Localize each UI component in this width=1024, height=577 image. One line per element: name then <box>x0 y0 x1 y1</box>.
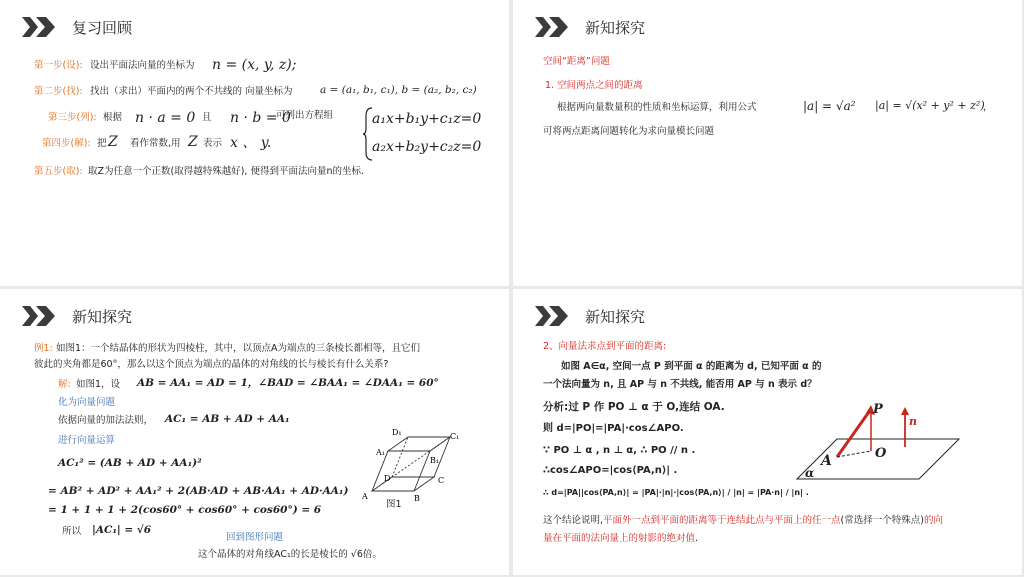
example-text2: 彼此的夹角都是60°，那么以这个顶点为端点的晶体的对角线的长与棱长有什么关系? <box>34 359 389 370</box>
step5-label: 第五步(取): <box>34 166 83 177</box>
step-vector: 化为向量问题 <box>58 397 116 408</box>
step1-formula: n = (x, y, z); <box>212 57 297 73</box>
subtitle: 空间“距离”问题 <box>543 56 610 67</box>
step3-text: 根据 <box>103 112 123 123</box>
figure-caption: 图1 <box>386 499 402 510</box>
analysis1: 分析:过 P 作 PO ⊥ α 于 O,连结 OA. <box>543 401 725 413</box>
step4-z: Z <box>108 134 118 150</box>
slide-distance-intro <box>513 0 1022 286</box>
prism-figure <box>358 429 468 509</box>
slide-header <box>22 16 132 38</box>
conclusion-red3: 量在平面的法向量上的射影的绝对值 <box>543 533 696 544</box>
label-n: n <box>909 415 917 428</box>
formula2: |a| = √(x² + y² + z²) <box>875 99 985 112</box>
analysis4: ∴cos∠APO=|cos⟨PA,n⟩| . <box>543 465 678 476</box>
conclusion-line2 <box>543 533 698 544</box>
problem-line1: 如图 A∈α, 空间一点 P 到平面 α 的距离为 d, 已知平面 α 的 <box>561 361 822 372</box>
text2: 可将两点距离问题转化为求向量模长问题 <box>543 126 715 137</box>
conclusion-red2: 的向 <box>923 515 943 526</box>
vertex-A: A <box>362 492 368 501</box>
example-label: 例1: <box>34 343 53 354</box>
slide-title: 新知探究 <box>585 18 646 37</box>
comma: ， <box>983 102 993 113</box>
slide-header <box>535 305 645 327</box>
vertex-D1: D₁ <box>392 429 402 437</box>
analysis2: 则 d=|PO|=|PA|·cos∠APO. <box>543 423 684 434</box>
step3-label: 第三步(列): <box>48 112 97 123</box>
example-text1: 如图1：一个结晶体的形状为四棱柱，其中，以顶点A为端点的三条棱长都相等，且它们 <box>56 343 421 354</box>
step3-tail: 可列出方程组 <box>276 110 334 121</box>
slide-crystal-example <box>0 289 509 575</box>
step-back: 回到图形问题 <box>226 532 284 543</box>
slide-header <box>22 305 132 327</box>
label-P: P <box>873 402 883 417</box>
vertex-C: C <box>438 476 445 485</box>
solution-text: 如图1，设 <box>76 379 121 390</box>
step4-text-a: 把 <box>97 138 107 149</box>
step4-label: 第四步(解): <box>42 138 91 149</box>
calc1: AC₁² = (AB + AD + AA₁)² <box>58 457 202 469</box>
solution-formula: AB = AA₁ = AD = 1，∠BAD = ∠BAA₁ = ∠DAA₁ = 60° <box>137 377 439 389</box>
slide-title: 新知探究 <box>72 307 133 326</box>
double-chevron-icon <box>22 306 56 326</box>
slide-review <box>0 0 509 286</box>
conclusion-prefix: 这个结论说明, <box>543 515 604 526</box>
system-eq2: a₂x+b₂y+c₂z=0 <box>372 139 482 155</box>
vertex-D: D <box>384 474 391 483</box>
label-O: O <box>875 446 887 461</box>
double-chevron-icon <box>22 17 56 37</box>
step4-z2: Z <box>188 134 198 150</box>
solution-label: 解: <box>58 379 71 390</box>
conclusion-paren: (常选择一个特殊点) <box>840 515 924 526</box>
system-eq1: a₁x+b₁y+c₁z=0 <box>372 111 482 127</box>
double-chevron-icon <box>535 306 569 326</box>
step4-text-c: 表示 <box>203 138 223 149</box>
step-vector-formula: AC₁ = AB + AD + AA₁ <box>165 413 290 425</box>
conclusion-line1 <box>543 515 943 526</box>
formula1: |a| = √a² <box>803 99 856 113</box>
step5-text: 取Z为任意一个正数(取得越特殊越好), 便得到平面法向量n的坐标. <box>88 166 365 177</box>
step-vector-text: 依据向量的加法法则， <box>58 415 154 426</box>
double-chevron-icon <box>535 17 569 37</box>
heading: 2、向量法求点到平面的距离: <box>543 341 667 352</box>
vertex-B1: B₁ <box>430 456 440 465</box>
step3-and: 且 <box>202 112 212 123</box>
vertex-C1: C₁ <box>450 432 460 441</box>
label-alpha: α <box>805 466 815 480</box>
item1: 1. 空间两点之间的距离 <box>545 80 643 91</box>
step2-label: 第二步(找): <box>34 86 83 97</box>
label-A: A <box>821 453 832 469</box>
slide-header <box>535 16 645 38</box>
calc2: = AB² + AD² + AA₁² + 2(AB·AD + AB·AA₁ + AD·AA₁) <box>48 485 349 497</box>
text1: 根据两向量数量积的性质和坐标运算，利用公式 <box>557 102 757 113</box>
conclusion-end: . <box>695 533 699 544</box>
slide-title: 新知探究 <box>585 307 646 326</box>
step3-eq2: n · b = 0 <box>230 110 291 126</box>
step4-text-b: 看作常数,用 <box>130 138 181 149</box>
so-label: 所以 <box>62 526 82 537</box>
step1-text: 设出平面法向量的坐标为 <box>90 60 195 71</box>
problem-line2: 一个法向量为 n, 且 AP 与 n 不共线, 能否用 AP 与 n 表示 d？ <box>543 379 817 390</box>
step-compute: 进行向量运算 <box>58 435 116 446</box>
calc3: = 1 + 1 + 1 + 2(cos60° + cos60° + cos60°) = 6 <box>48 504 322 516</box>
step3-eq1: n · a = 0 <box>135 110 196 126</box>
step2-text: 找出（求出）平面内的两个不共线的 向量坐标为 <box>90 86 293 97</box>
slide-point-plane-distance <box>513 289 1022 575</box>
vertex-A1: A₁ <box>376 448 385 457</box>
analysis5: ∴ d=|PA||cos⟨PA,n⟩| = |PA|·|n|·|cos⟨PA,n⟩| / |n| = |PA·n| / |n| . <box>543 488 809 497</box>
conclusion-red1: 平面外一点到平面的距离等于连结此点与平面上的任一点 <box>603 515 841 526</box>
vertex-B: B <box>414 494 420 503</box>
step4-xy: x 、 y. <box>230 135 272 151</box>
step1-label: 第一步(设): <box>34 60 83 71</box>
result: |AC₁| = √6 <box>92 524 152 536</box>
step2-formula: a = (a₁, b₁, c₁), b = (a₂, b₂, c₂) <box>320 84 477 96</box>
conclusion: 这个晶体的对角线AC₁的长是棱长的 √6倍。 <box>198 549 382 560</box>
plane-figure <box>793 399 963 489</box>
analysis3: ∵ PO ⊥ α , n ⊥ α, ∴ PO // n . <box>543 445 696 456</box>
slide-title: 复习回顾 <box>72 18 133 37</box>
